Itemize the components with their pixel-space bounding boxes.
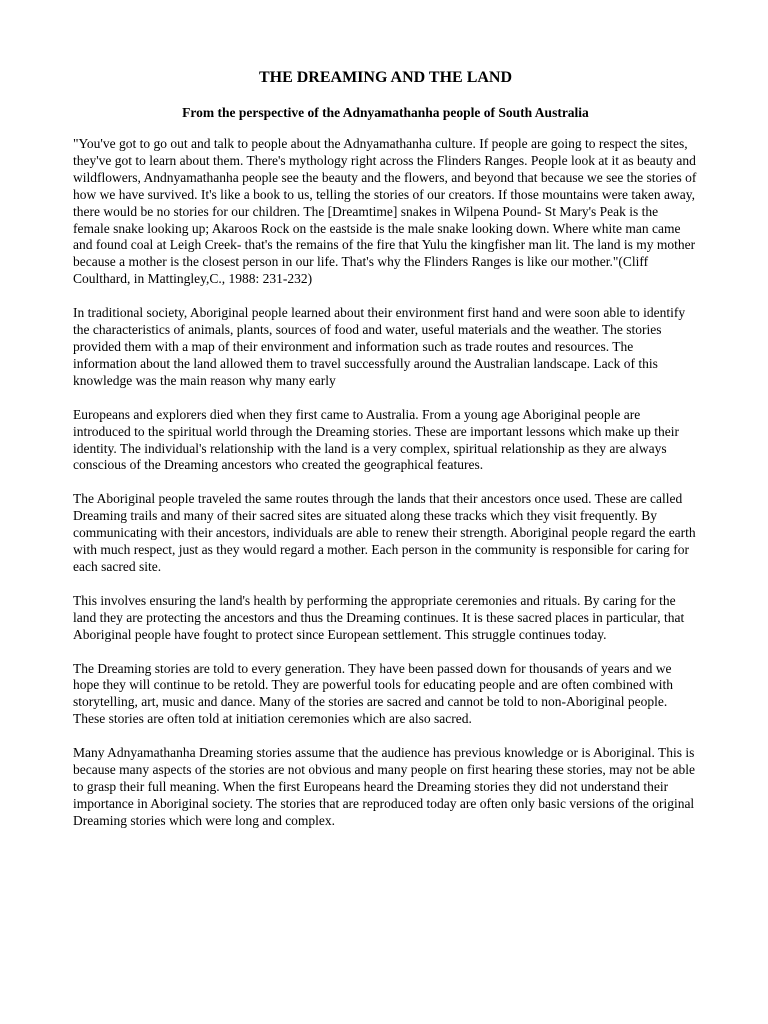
paragraph-quote: "You've got to go out and talk to people about the Adnyamathanha culture. If people are going to respect the sites, they've got to learn about them. There's mythology right across the Flinders Ranges. People look at it as beauty and wildflowers, Andnyamathanha people see the beauty and the flowers, and beyond that because we see the stories of how we have survived. It's like a book to us, telling the stories of our creators. If those mountains were taken away, there would be no stories for our children. The [Dreamtime] snakes in Wilpena Pound- St Mary's Peak is the female snake looking up; Akaroos Rock on the eastside is the male snake looking down. Where white man came and found coal at Leigh Creek- that's the remains of the fire that Yulu the kingfisher man lit. The land is my mother because a mother is the closest person in our life. That's why the Flinders Ranges is like our mother."(Cliff Coulthard, in Mattingley,C., 1988: 231-232) xyxy=(73,136,697,287)
paragraph-europeans-explorers: Europeans and explorers died when they first came to Australia. From a young age Aboriginal people are introduced to the spiritual world through the Dreaming stories. These are important lessons which make up their identity. The individual's relationship with the land is a very complex, spiritual relationship as they are always conscious of the Dreaming ancestors who created the geographical features. xyxy=(73,406,679,473)
paragraph-dreaming-trails: The Aboriginal people traveled the same routes through the lands that their ancestors once used. These are called Dreaming trails and many of their sacred sites are situated along these tracks which they visit frequently. By communicating with their ancestors, individuals are able to renew their strength. Aboriginal people regard the earth with much respect, just as they would regard a mother. Each person in the community is responsible for caring for each sacred site. xyxy=(73,491,696,574)
document-title: THE DREAMING AND THE LAND xyxy=(258,69,513,86)
paragraph-traditional-society: In traditional society, Aboriginal people learned about their environment first hand and were soon able to identify the characteristics of animals, plants, sources of food and water, useful materials and the weather. The stories provided them with a map of their environment and information such as trade routes and resources. The information about the land allowed them to travel successfully around the Australian landscape. Lack of this knowledge was the main reason why many early xyxy=(73,305,686,388)
paragraph-dreaming-stories: The Dreaming stories are told to every generation. They have been passed down for thousands of years and we hope they will continue to be retold. They are powerful tools for educating people and are often combined with storytelling, art, music and dance. Many of the stories are sacred and cannot be told to non-Aboriginal people. These stories are often told at initiation ceremonies which are also sacred. xyxy=(73,660,673,727)
paragraph-adnyamathanha-stories: Many Adnyamathanha Dreaming stories assume that the audience has previous knowledge or is Aboriginal. This is because many aspects of the stories are not obvious and many people on first hearing these stories, may not be able to grasp their full meaning. When the first Europeans heard the Dreaming stories they did not understand their importance in Aboriginal society. The stories that are reproduced today are often only basic versions of the original Dreaming stories which were long and complex. xyxy=(73,745,695,828)
document-page xyxy=(73,68,698,830)
document-subtitle: From the perspective of the Adnyamathanha people of South Australia xyxy=(182,105,589,120)
paragraph-land-health: This involves ensuring the land's health by performing the appropriate ceremonies and rituals. By caring for the land they are protecting the ancestors and thus the Dreaming continues. It is these sacred places in particular, that Aboriginal people have fought to protect since European settlement. This struggle continues today. xyxy=(73,592,685,642)
